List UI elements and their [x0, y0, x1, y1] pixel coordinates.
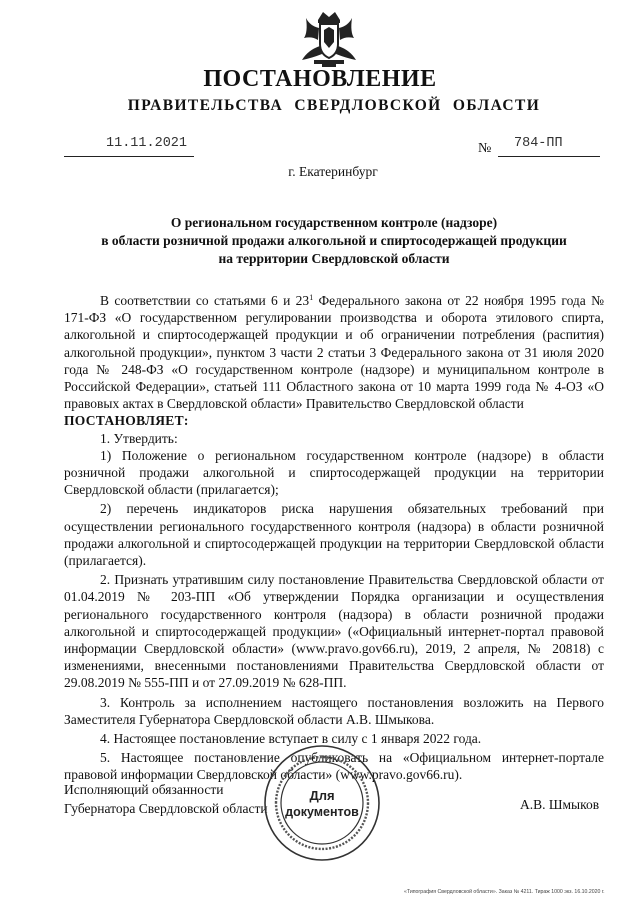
document-heading — [60, 214, 608, 268]
paragraph-4: 4. Настоящее постановление вступает в силу с 1 января 2022 года. — [100, 731, 482, 747]
paragraph-1-1: 1) Положение о региональном государственном контроле (надзоре) в области розничной продажи алкогольной и спиртосодержащей продукции на территории Свердловской области (прилагается); — [64, 447, 604, 498]
heading-line: О региональном государственном контроле (надзоре) — [170, 215, 498, 230]
intro-text-cont: Федерального закона от 22 ноября 1995 года № 171-ФЗ «О государственном регулировании производства и оборота этилового спирта, алкогольной и спиртосодержащей продукции и об ограничении потребления (распития) алкогольной продукции», пунктом 3 части 2 статьи 3 Федерального закона от 31 июля 2020 года № 248-ФЗ «О государственном контроле (надзоре) и муниципальном контроле в Российской Федерации», статьей 111 Областного закона от 10 марта 1999 года № 4-ОЗ «О правовых актах в Свердловской области» Правительство Свердловской области — [64, 293, 604, 412]
signatory-name: А.В. Шмыков — [520, 797, 600, 812]
paragraph-2: 2. Признать утратившим силу постановление Правительства Свердловской области от 01.04.2019 № 203-ПП «Об утверждении Порядка организации и осуществления регионального государственного контроля (надзора) в области розничной продажи алкогольной и спиртосодержащей продукции» («Официальный интернет-портал правовой информации Свердловской области» (www.pravo.gov66.ru), 2019, 2 апреля, № 20818) с изменениями, внесенными постановлениями Правительства Свердловской области от 29.08.2019 № 555-ПП и от 27.09.2019 № 628-ПП. — [64, 572, 604, 691]
intro-text: В соответствии со статьями 6 и 23 — [100, 293, 310, 308]
superscript: 1 — [309, 293, 314, 302]
paragraph-3: 3. Контроль за исполнением настоящего постановления возложить на Первого Заместителя Губернатора Свердловской области А.В. Шмыкова. — [64, 694, 604, 727]
stamp-text: документов — [285, 805, 359, 819]
signatory-position — [64, 780, 268, 818]
official-stamp — [262, 742, 382, 864]
date-field — [64, 134, 194, 157]
stamp-text: Для — [309, 788, 335, 803]
document-body — [64, 292, 604, 784]
intro-paragraph — [64, 292, 604, 412]
document-title: ПОСТАНОВЛЕНИЕ — [203, 66, 437, 92]
print-info: «Типография Свердловской области». Заказ № 4211. Тираж 1000 экз. 16.10.2020 г. — [404, 889, 605, 895]
document-subtitle: ПРАВИТЕЛЬСТВА СВЕРДЛОВСКОЙ ОБЛАСТИ — [127, 97, 541, 114]
document-date: 11.11.2021 — [106, 136, 188, 151]
document-number: 784-ПП — [514, 136, 563, 151]
coat-of-arms-icon — [298, 8, 360, 68]
paragraph-1: 1. Утвердить: — [100, 430, 178, 446]
decree-word: ПОСТАНОВЛЯЕТ: — [64, 413, 189, 429]
number-sign: № — [478, 141, 492, 156]
position-line: Губернатора Свердловской области — [64, 801, 268, 816]
heading-line: на территории Свердловской области — [218, 251, 450, 266]
heading-line: в области розничной продажи алкогольной и спиртосодержащей продукции — [101, 233, 567, 248]
position-line: Исполняющий обязанности — [64, 782, 224, 797]
paragraph-5: 5. Настоящее постановление опубликовать на «Официальном интернет-портале правовой информации Свердловской области» (www.pravo.gov66.ru). — [64, 750, 604, 783]
number-field — [498, 134, 600, 157]
city: г. Екатеринбург — [288, 164, 378, 179]
paragraph-1-2: 2) перечень индикаторов риска нарушения обязательных требований при осуществлении регионального государственного контроля (надзора) в области розничной продажи алкогольной и спиртосодержащей продукции на территории Свердловской области (прилагается). — [64, 501, 604, 569]
